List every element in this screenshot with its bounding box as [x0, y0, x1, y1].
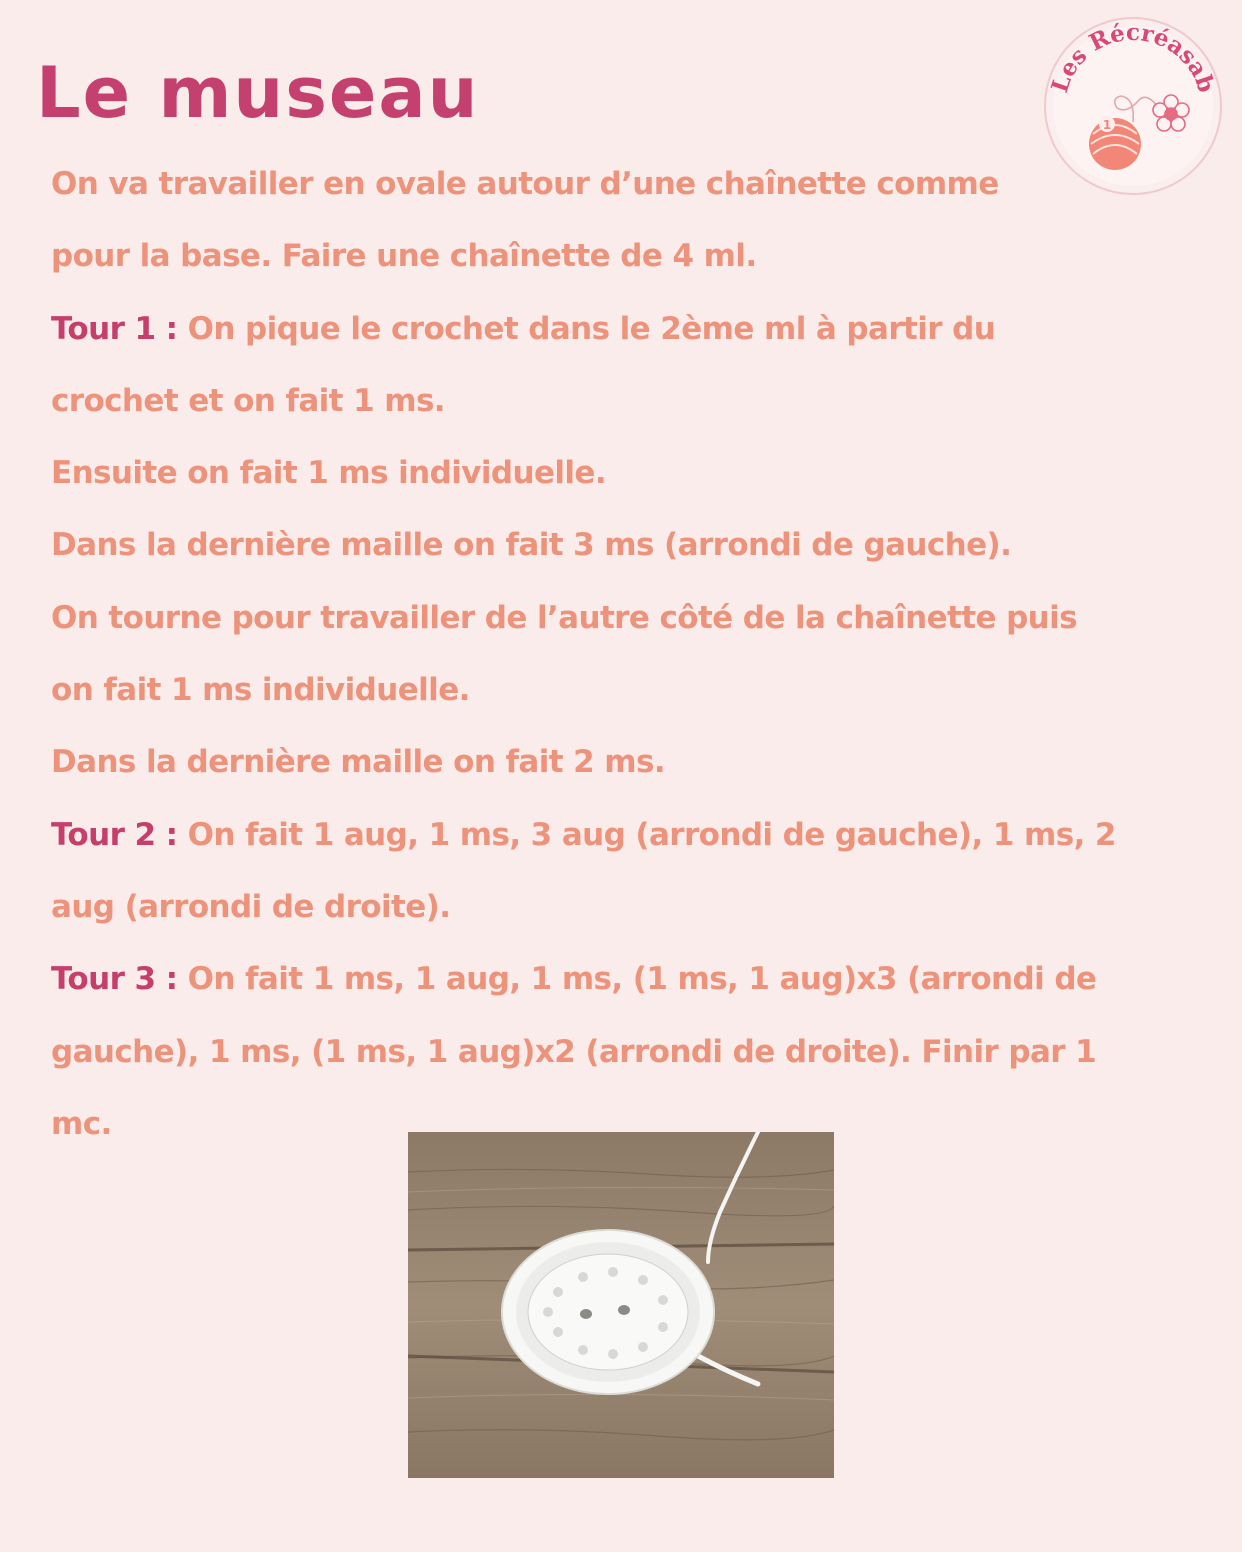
instruction-line: crochet et on fait 1 ms.: [51, 382, 445, 419]
instruction-line: Tour 2 : On fait 1 aug, 1 ms, 3 aug (arrondi de gauche), 1 ms, 2: [51, 816, 1116, 853]
instruction-line: Tour 3 : On fait 1 ms, 1 aug, 1 ms, (1 ms, 1 aug)x3 (arrondi de: [51, 961, 1097, 998]
instructions: [51, 148, 1191, 1160]
instruction-line: Ensuite on fait 1 ms individuelle.: [51, 455, 607, 492]
instruction-line: On tourne pour travailler de l’autre côté de la chaînette puis: [51, 599, 1078, 636]
instruction-line: on fait 1 ms individuelle.: [51, 672, 470, 709]
instruction-line: gauche), 1 ms, (1 ms, 1 aug)x2 (arrondi de droite). Finir par 1: [51, 1033, 1097, 1070]
instruction-line: aug (arrondi de droite).: [51, 888, 451, 925]
crochet-oval-photo: [408, 1132, 834, 1478]
tour-1-label: Tour 1 :: [51, 310, 178, 347]
instruction-line: Tour 1 : On pique le crochet dans le 2ème ml à partir du: [51, 310, 996, 347]
instruction-line: mc.: [51, 1105, 112, 1142]
svg-text:1: 1: [1102, 118, 1112, 132]
tour-2-label: Tour 2 :: [51, 816, 178, 853]
instruction-line: Dans la dernière maille on fait 3 ms (arrondi de gauche).: [51, 527, 1012, 564]
tour-3-label: Tour 3 :: [51, 961, 178, 998]
page-title: Le museau: [36, 52, 480, 134]
instruction-line: Dans la dernière maille on fait 2 ms.: [51, 744, 666, 781]
instruction-line: On va travailler en ovale autour d’une chaînette comme: [51, 166, 999, 202]
svg-text:Les Récréasab: Les Récréasab: [1046, 18, 1220, 96]
instruction-line: pour la base. Faire une chaînette de 4 ml.: [51, 238, 757, 275]
